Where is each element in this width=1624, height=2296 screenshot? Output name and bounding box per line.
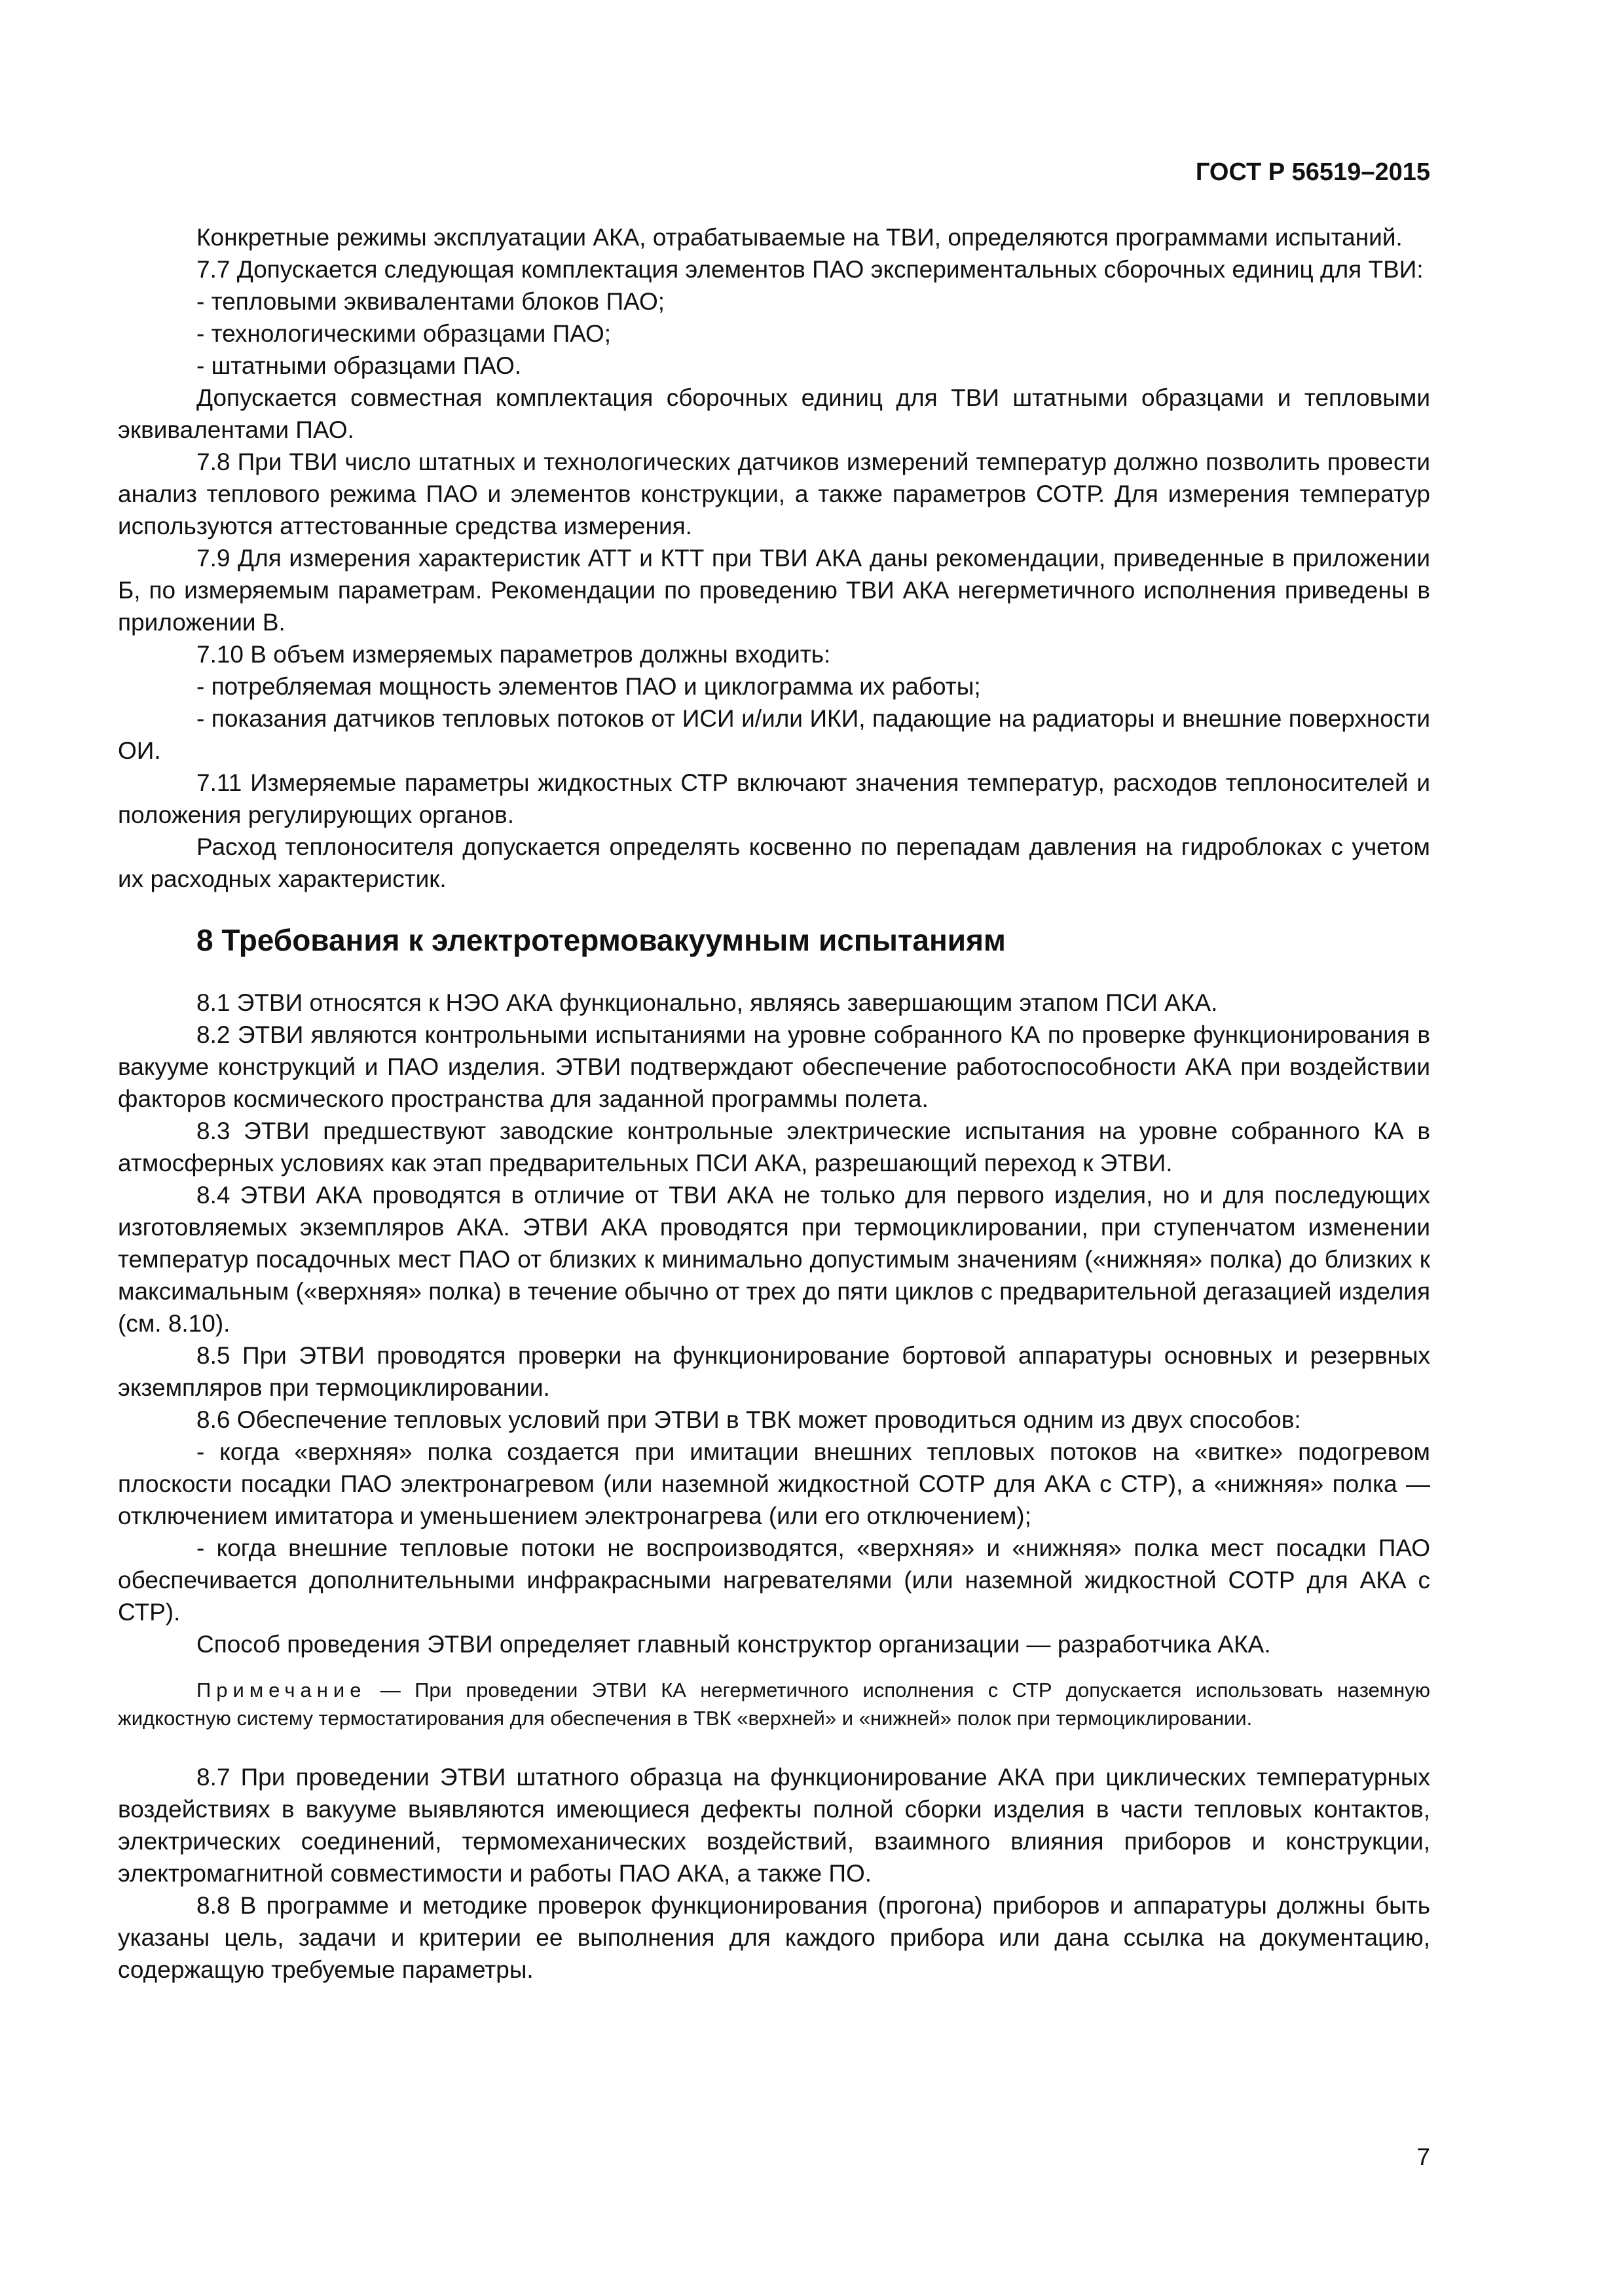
note-text: — При проведении ЭТВИ КА негерметичного исполнения с СТР допускается использовать наземную жидкостную систему термостатирования для обеспечения в ТВК «верхней» и «нижней» полок при термоциклировании. bbox=[118, 1679, 1430, 1730]
paragraph: 7.8 При ТВИ число штатных и технологических датчиков измерений температур должно позволить провести анализ теплового режима ПАО и элементов конструкции, а также параметров СОТР. Для измерения температур используются аттестованные средства измерения. bbox=[118, 448, 1430, 539]
list-item: - когда внешние тепловые потоки не воспроизводятся, «верхняя» и «нижняя» полка мест посадки ПАО обеспечивается дополнительными инфракрасными нагревателями (или наземной жидкостной СОТР для АКА с СТР). bbox=[118, 1535, 1430, 1626]
paragraph: 7.10 В объем измеряемых параметров должны входить: bbox=[196, 641, 831, 668]
paragraph: Расход теплоносителя допускается определять косвенно по перепадам давления на гидроблоках с учетом их расходных характеристик. bbox=[118, 833, 1430, 892]
paragraph: 7.11 Измеряемые параметры жидкостных СТР включают значения температур, расходов теплоносителей и положения регулирующих органов. bbox=[118, 769, 1430, 828]
page-number: 7 bbox=[1416, 2143, 1430, 2170]
list-item: - показания датчиков тепловых потоков от ИСИ и/или ИКИ, падающие на радиаторы и внешние поверхности ОИ. bbox=[118, 705, 1430, 764]
paragraph: 8.4 ЭТВИ АКА проводятся в отличие от ТВИ АКА не только для первого изделия, но и для последующих изготовляемых экземпляров АКА. ЭТВИ АКА проводятся при термоциклировании, при ступенчатом изменении температур посадочных мест ПАО от близких к минимально допустимым значениям («нижняя» полка) до близких к максимальным («верхняя» полка) в течение обычно от трех до пяти циклов с предварительной дегазацией изделия (см. 8.10). bbox=[118, 1182, 1430, 1337]
list-item: - технологическими образцами ПАО; bbox=[196, 320, 612, 347]
paragraph: Конкретные режимы эксплуатации АКА, отрабатываемые на ТВИ, определяются программами испытаний. bbox=[196, 224, 1403, 251]
paragraph: 8.7 При проведении ЭТВИ штатного образца на функционирование АКА при циклических температурных воздействиях в вакууме выявляются имеющиеся дефекты полной сборки изделия в части тепловых контактов, электрических соединений, термомеханических воздействий, взаимного влияния приборов и конструкции, электромагнитной совместимости и работы ПАО АКА, а также ПО. bbox=[118, 1764, 1430, 1887]
paragraph: 7.7 Допускается следующая комплектация элементов ПАО экспериментальных сборочных единиц для ТВИ: bbox=[196, 256, 1424, 283]
paragraph: 8.5 При ЭТВИ проводятся проверки на функционирование бортовой аппаратуры основных и резервных экземпляров при термоциклировании. bbox=[118, 1342, 1430, 1401]
paragraph: Допускается совместная комплектация сборочных единиц для ТВИ штатными образцами и тепловыми эквивалентами ПАО. bbox=[118, 384, 1430, 443]
paragraph: 8.6 Обеспечение тепловых условий при ЭТВИ в ТВК может проводиться одним из двух способов: bbox=[196, 1406, 1301, 1433]
list-item: - когда «верхняя» полка создается при имитации внешних тепловых потоков на «витке» подогревом плоскости посадки ПАО электронагревом (или наземной жидкостной СОТР для АКА с СТР), а «нижняя» полка — отключением имитатора и уменьшением электронагрева (или его отключением); bbox=[118, 1438, 1430, 1529]
section-heading: 8 Требования к электротермовакуумным испытаниям bbox=[196, 923, 1006, 957]
paragraph: 8.2 ЭТВИ являются контрольными испытаниями на уровне собранного КА по проверке функционирования в вакууме конструкций и ПАО изделия. ЭТВИ подтверждают обеспечение работоспособности АКА при воздействии факторов космического пространства для заданной программы полета. bbox=[118, 1021, 1430, 1112]
note-label: Примечание bbox=[196, 1679, 367, 1702]
standard-code-header: ГОСТ Р 56519–2015 bbox=[1195, 158, 1430, 186]
paragraph: 8.8 В программе и методике проверок функционирования (прогона) приборов и аппаратуры должны быть указаны цель, задачи и критерии ее выполнения для каждого прибора или дана ссылка на документацию, содержащую требуемые параметры. bbox=[118, 1892, 1430, 1983]
paragraph: 8.1 ЭТВИ относятся к НЭО АКА функционально, являясь завершающим этапом ПСИ АКА. bbox=[196, 989, 1218, 1016]
document-body bbox=[118, 221, 1430, 1986]
paragraph: 8.3 ЭТВИ предшествуют заводские контрольные электрические испытания на уровне собранного КА в атмосферных условиях как этап предварительных ПСИ АКА, разрешающий переход к ЭТВИ. bbox=[118, 1118, 1430, 1176]
paragraph: 7.9 Для измерения характеристик АТТ и КТТ при ТВИ АКА даны рекомендации, приведенные в приложении Б, по измеряемым параметрам. Рекомендации по проведению ТВИ АКА негерметичного исполнения приведены в приложении В. bbox=[118, 545, 1430, 636]
paragraph: Способ проведения ЭТВИ определяет главный конструктор организации — разработчика АКА. bbox=[196, 1631, 1271, 1658]
note-paragraph bbox=[118, 1676, 1430, 1732]
list-item: - потребляемая мощность элементов ПАО и циклограмма их работы; bbox=[196, 673, 981, 700]
list-item: - штатными образцами ПАО. bbox=[196, 352, 522, 379]
list-item: - тепловыми эквивалентами блоков ПАО; bbox=[196, 288, 665, 315]
